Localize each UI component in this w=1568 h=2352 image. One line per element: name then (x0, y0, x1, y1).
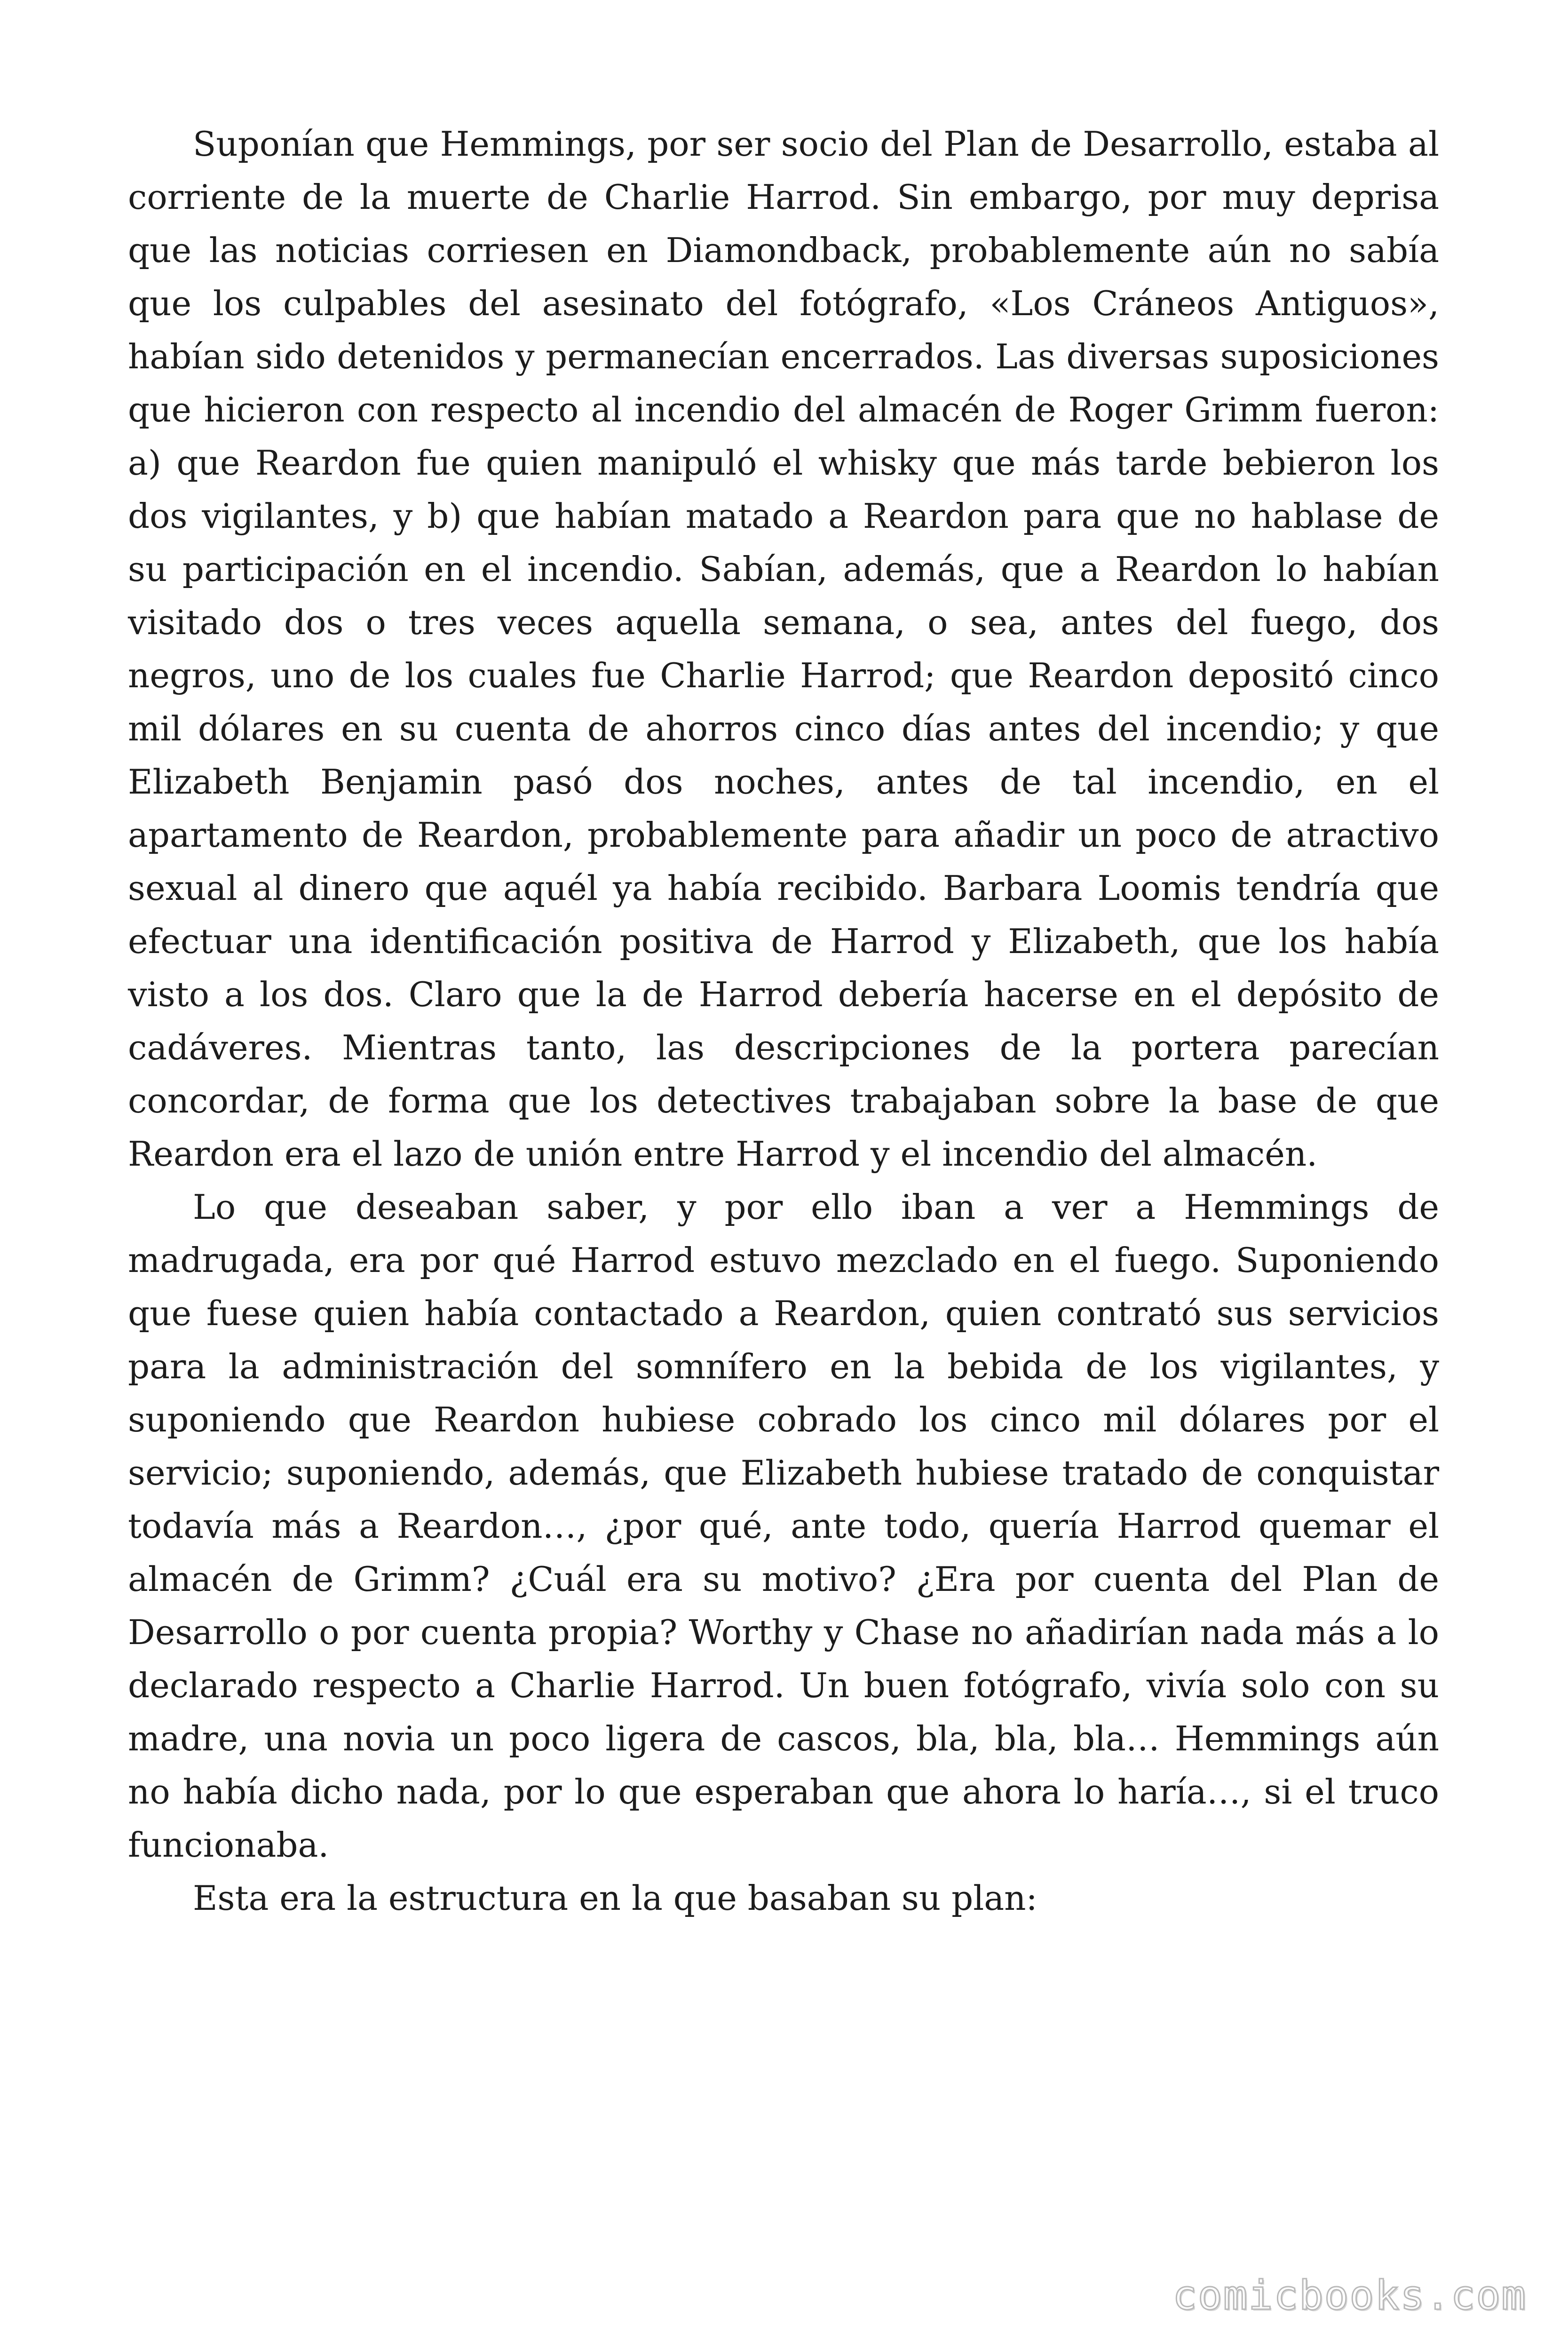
watermark: comicbooks.com (1172, 2272, 1527, 2319)
paragraph-1: Suponían que Hemmings, por ser socio del Plan de Desarrollo, estaba al corriente de la muerte de Charlie Harrod. Sin embargo, por muy deprisa que las noticias corriesen en Diamondback, probablemente aún no sabía que los culpables del asesinato del fotógrafo, «Los Cráneos Antiguos», habían sido detenidos y permanecían encerrados. Las diversas suposiciones que hicieron con respecto al incendio del almacén de Roger Grimm fueron: a) que Reardon fue quien manipuló el whisky que más tarde bebieron los dos vigilantes, y b) que habían matado a Reardon para que no hablase de su participación en el incendio. Sabían, además, que a Reardon lo habían visitado dos o tres veces aquella semana, o sea, antes del fuego, dos negros, uno de los cuales fue Charlie Harrod; que Reardon depositó cinco mil dólares en su cuenta de ahorros cinco días antes del incendio; y que Elizabeth Benjamin pasó dos noches, antes de tal incendio, en el apartamento de Reardon, probablemente para añadir un poco de atractivo sexual al dinero que aquél ya había recibido. Barbara Loomis tendría que efectuar una identificación positiva de Harrod y Elizabeth, que los había visto a los dos. Claro que la de Harrod debería hacerse en el depósito de cadáveres. Mientras tanto, las descripciones de la portera parecían concordar, de forma que los detectives trabajaban sobre la base de que Reardon era el lazo de unión entre Harrod y el incendio del almacén. (128, 124, 1439, 1174)
paragraph-3: Esta era la estructura en la que basaban su plan: (193, 1878, 1037, 1918)
body-text (128, 118, 1439, 1925)
paragraph-2: Lo que deseaban saber, y por ello iban a ver a Hemmings de madrugada, era por qué Harrod estuvo mezclado en el fuego. Suponiendo que fuese quien había contactado a Reardon, quien contrató sus servicios para la administración del somnífero en la bebida de los vigilantes, y suponiendo que Reardon hubiese cobrado los cinco mil dólares por el servicio; suponiendo, además, que Elizabeth hubiese tratado de conquistar todavía más a Reardon…, ¿por qué, ante todo, quería Harrod quemar el almacén de Grimm? ¿Cuál era su motivo? ¿Era por cuenta del Plan de Desarrollo o por cuenta propia? Worthy y Chase no añadirían nada más a lo declarado respecto a Charlie Harrod. Un buen fotógrafo, vivía solo con su madre, una novia un poco ligera de cascos, bla, bla, bla… Hemmings aún no había dicho nada, por lo que esperaban que ahora lo haría…, si el truco funcionaba. (128, 1187, 1439, 1865)
